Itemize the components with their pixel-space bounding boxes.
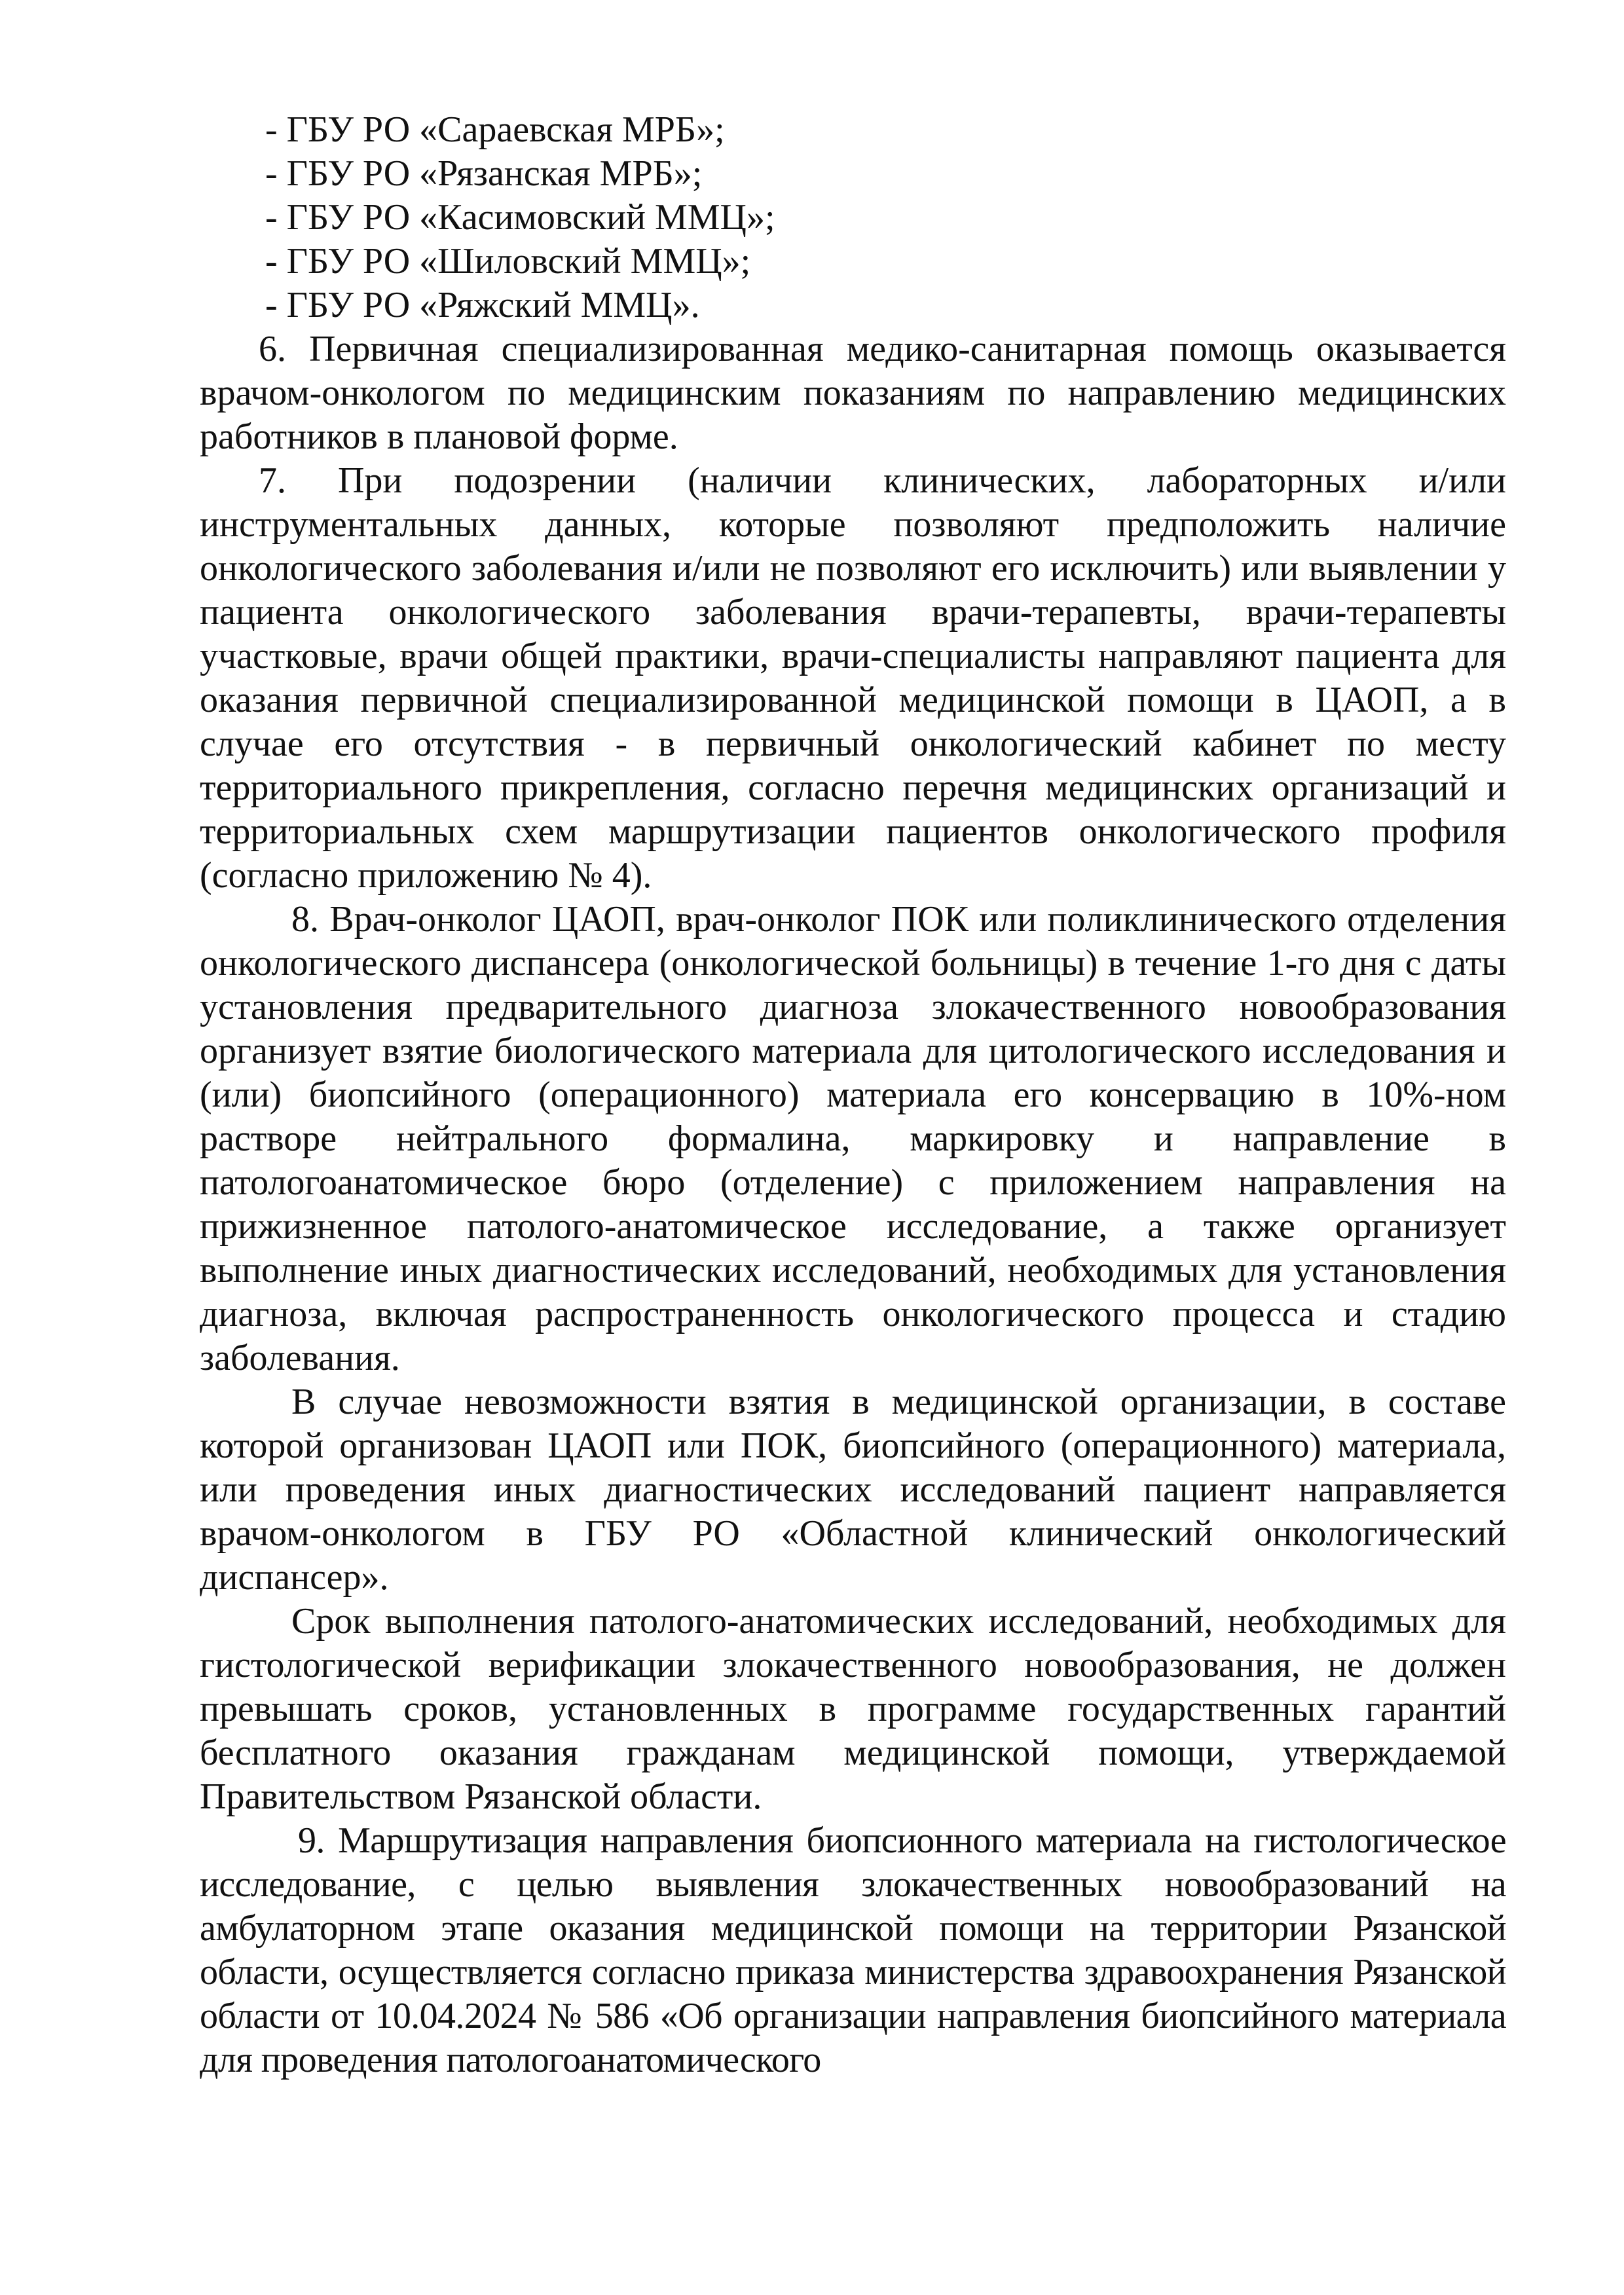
paragraph-7: 7. При подозрении (наличии клинических, лабораторных и/или инструментальных данных, которые позволяют предположить наличие онкологического заболевания и/или не позволяют его исключить) или выявлении у пациента онкологического заболевания врачи-терапевты, врачи-терапевты участковые, врачи общей практики, врачи-специалисты направляют пациента для оказания первичной специализированной медицинской помощи в ЦАОП, а в случае его отсутствия - в первичный онкологический кабинет по месту территориального прикрепления, согласно перечня медицинских организаций и территориальных схем маршрутизации пациентов онкологического профиля (согласно приложению № 4). [200, 460, 1506, 896]
list-item-kasimovsky: - ГБУ РО «Касимовский ММЦ»; [265, 197, 775, 238]
list-item-ryazhsky: - ГБУ РО «Ряжский ММЦ». [265, 285, 700, 325]
paragraph-biopsy-impossibility: В случае невозможности взятия в медицинской организации, в составе которой организован ЦАОП или ПОК, биопсийного (операционного) материала, или проведения иных диагностических исследований пациент направляется врачом-онкологом в ГБУ РО «Областной клинический онкологический диспансер». [200, 1382, 1506, 1598]
paragraph-8: 8. Врач-онколог ЦАОП, врач-онколог ПОК или поликлинического отделения онкологического диспансера (онкологической больницы) в течение 1-го дня с даты установления предварительного диагноза злокачественного новообразования организует взятие биологического материала для цитологического исследования и (или) биопсийного (операционного) материала его консервацию в 10%-ном растворе нейтрального формалина, маркировку и направление в патологоанатомическое бюро (отделение) с приложением направления на прижизненное патолого-анатомическое исследование, а также организует выполнение иных диагностических исследований, необходимых для установления диагноза, включая распространенность онкологического процесса и стадию заболевания. [200, 899, 1506, 1378]
paragraph-6: 6. Первичная специализированная медико-санитарная помощь оказывается врачом-онкологом по медицинским показаниям по направлению медицинских работников в плановой форме. [200, 329, 1506, 457]
list-item-shilovsky: - ГБУ РО «Шиловский ММЦ»; [265, 241, 751, 282]
paragraph-examination-deadline: Срок выполнения патолого-анатомических исследований, необходимых для гистологической верификации злокачественного новообразования, не должен превышать сроков, установленных в программе государственных гарантий бесплатного оказания гражданам медицинской помощи, утверждаемой Правительством Рязанской области. [200, 1601, 1506, 1817]
list-item-saraevskaya: - ГБУ РО «Сараевская МРБ»; [265, 109, 725, 150]
document-body [200, 108, 1506, 2082]
list-item-ryazanskaya: - ГБУ РО «Рязанская МРБ»; [265, 153, 703, 194]
paragraph-9: 9. Маршрутизация направления биопсионного материала на гистологическое исследование, с целью выявления злокачественных новообразований на амбулаторном этапе оказания медицинской помощи на территории Рязанской области, осуществляется согласно приказа министерства здравоохранения Рязанской области от 10.04.2024 № 586 «Об организации направления биопсийного материала для проведения патологоанатомического [200, 1820, 1506, 2080]
